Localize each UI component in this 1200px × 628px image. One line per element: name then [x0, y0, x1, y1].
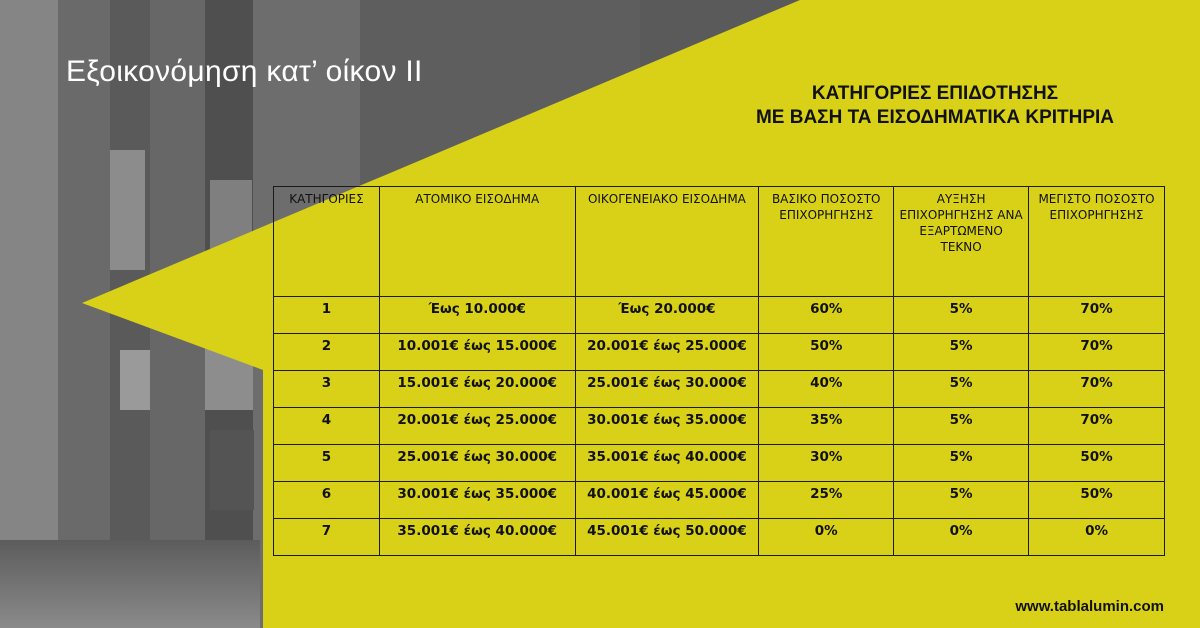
cell-category: 5	[274, 445, 380, 482]
cell-increase-per-child: 5%	[894, 482, 1029, 519]
table-subtitle	[690, 82, 1180, 130]
cell-category: 4	[274, 408, 380, 445]
header-categories: ΚΑΤΗΓΟΡΙΕΣ	[274, 187, 380, 297]
cell-max-rate: 50%	[1029, 445, 1165, 482]
cell-individual-income: 10.001€ έως 15.000€	[379, 334, 575, 371]
cell-family-income: 35.001€ έως 40.000€	[575, 445, 759, 482]
cell-increase-per-child: 5%	[894, 408, 1029, 445]
header-max-rate: ΜΕΓΙΣΤΟ ΠΟΣΟΣΤΟ ΕΠΙΧΟΡΗΓΗΣΗΣ	[1029, 187, 1165, 297]
cell-max-rate: 70%	[1029, 371, 1165, 408]
cell-base-rate: 0%	[759, 519, 894, 556]
cell-individual-income: 30.001€ έως 35.000€	[379, 482, 575, 519]
cell-base-rate: 35%	[759, 408, 894, 445]
cell-max-rate: 70%	[1029, 297, 1165, 334]
cell-individual-income: Έως 10.000€	[379, 297, 575, 334]
cell-base-rate: 60%	[759, 297, 894, 334]
cell-base-rate: 40%	[759, 371, 894, 408]
cell-individual-income: 35.001€ έως 40.000€	[379, 519, 575, 556]
cell-max-rate: 0%	[1029, 519, 1165, 556]
website-url: www.tablalumin.com	[1015, 598, 1164, 615]
cell-category: 6	[274, 482, 380, 519]
cell-max-rate: 70%	[1029, 408, 1165, 445]
cell-family-income: 45.001€ έως 50.000€	[575, 519, 759, 556]
cell-increase-per-child: 5%	[894, 334, 1029, 371]
page-title: Εξοικονόμηση κατ’ οίκον ΙΙ	[66, 55, 423, 88]
cell-category: 3	[274, 371, 380, 408]
header-family-income: ΟΙΚΟΓΕΝΕΙΑΚΟ ΕΙΣΟΔΗΜΑ	[575, 187, 759, 297]
cell-base-rate: 30%	[759, 445, 894, 482]
table-row	[274, 482, 1165, 519]
cell-base-rate: 50%	[759, 334, 894, 371]
cell-max-rate: 70%	[1029, 334, 1165, 371]
table-header-row	[274, 187, 1165, 297]
table-row	[274, 445, 1165, 482]
cell-family-income: 25.001€ έως 30.000€	[575, 371, 759, 408]
cell-increase-per-child: 5%	[894, 445, 1029, 482]
table-row	[274, 519, 1165, 556]
cell-category: 7	[274, 519, 380, 556]
header-base-rate: ΒΑΣΙΚΟ ΠΟΣΟΣΤΟ ΕΠΙΧΟΡΗΓΗΣΗΣ	[759, 187, 894, 297]
cell-individual-income: 25.001€ έως 30.000€	[379, 445, 575, 482]
header-individual-income: ΑΤΟΜΙΚΟ ΕΙΣΟΔΗΜΑ	[379, 187, 575, 297]
header-increase-per-child: ΑΥΞΗΣΗ ΕΠΙΧΟΡΗΓΗΣΗΣ ΑΝΑ ΕΞΑΡΤΩΜΕΝΟ ΤΕΚΝΟ	[894, 187, 1029, 297]
cell-max-rate: 50%	[1029, 482, 1165, 519]
cell-increase-per-child: 0%	[894, 519, 1029, 556]
cell-individual-income: 15.001€ έως 20.000€	[379, 371, 575, 408]
table-row	[274, 408, 1165, 445]
cell-family-income: 40.001€ έως 45.000€	[575, 482, 759, 519]
cell-family-income: 30.001€ έως 35.000€	[575, 408, 759, 445]
subtitle-line-2: ΜΕ ΒΑΣΗ ΤΑ ΕΙΣΟΔΗΜΑΤΙΚΑ ΚΡΙΤΗΡΙΑ	[755, 107, 1115, 128]
table-row	[274, 297, 1165, 334]
cell-increase-per-child: 5%	[894, 371, 1029, 408]
cell-category: 2	[274, 334, 380, 371]
table-row	[274, 334, 1165, 371]
subsidy-categories-table	[273, 186, 1165, 556]
cell-increase-per-child: 5%	[894, 297, 1029, 334]
cell-family-income: Έως 20.000€	[575, 297, 759, 334]
table-row	[274, 371, 1165, 408]
cell-individual-income: 20.001€ έως 25.000€	[379, 408, 575, 445]
cell-family-income: 20.001€ έως 25.000€	[575, 334, 759, 371]
cell-base-rate: 25%	[759, 482, 894, 519]
cell-category: 1	[274, 297, 380, 334]
subtitle-line-1: ΚΑΤΗΓΟΡΙΕΣ ΕΠΙΔΟΤΗΣΗΣ	[811, 83, 1059, 104]
